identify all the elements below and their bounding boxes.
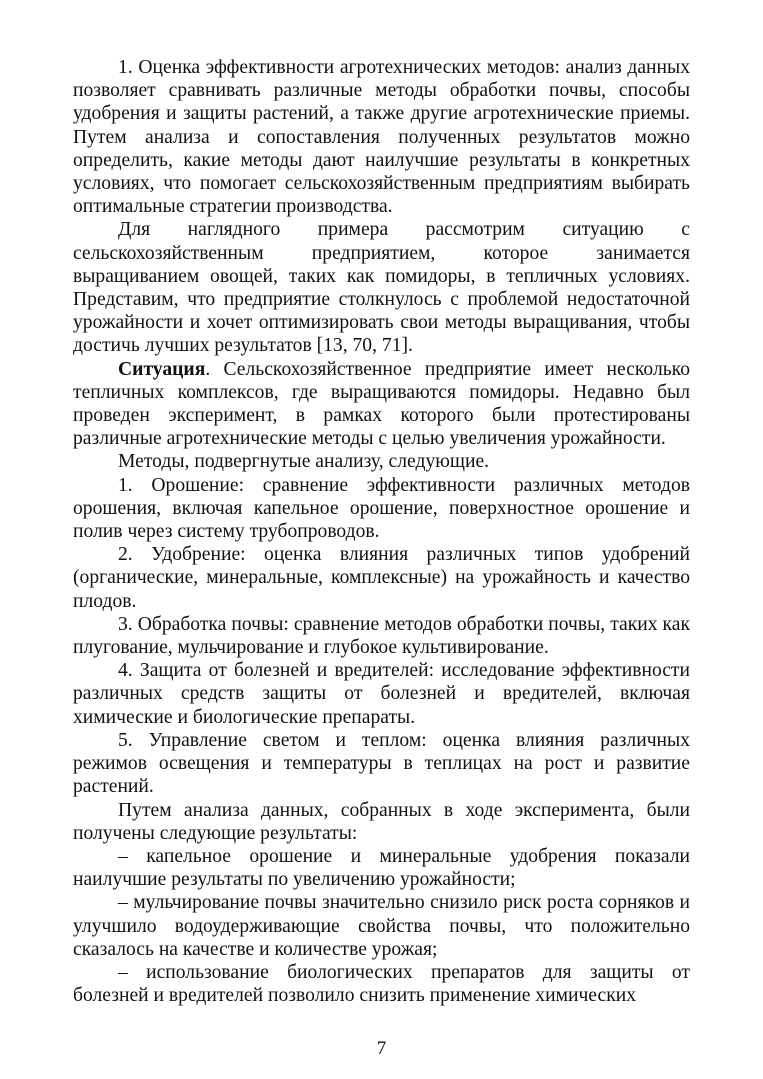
method-soil-treatment: 3. Обработка почвы: сравнение методов обработки почвы, таких как плугование, мульчирование и глубокое культивирование.: [73, 613, 690, 659]
results-intro: Путем анализа данных, собранных в ходе эксперимента, были получены следующие результаты:: [73, 799, 690, 844]
paragraph-example: Для наглядного примера рассмотрим ситуацию с сельскохозяйственным предприятием, которое занимается выращиванием овощей, таких как помидоры, в тепличных условиях. Представим, что предприятие столкнулось с проблемой недостаточной урожайности и хочет оптимизировать свои методы выращивания, чтобы достичь лучших результатов [13, 70, 71].: [73, 219, 690, 357]
result-item: – использование биологических препаратов для защиты от болезней и вредителей позволило снизить применение химических: [73, 961, 690, 1007]
situation-text: . Сельскохозяйственное предприятие имеет несколько тепличных комплексов, где выращиваются помидоры. Недавно был проведен эксперимент, в рамках которого были протестированы различные агротехнические методы с целью увеличения урожайности.: [73, 358, 690, 450]
result-item: – мульчирование почвы значительно снизило риск роста сорняков и улучшило водоудерживающие свойства почвы, что положительно сказалось на качестве и количестве урожая;: [73, 892, 690, 960]
page-number: 7: [376, 1038, 387, 1059]
paragraph-situation: [73, 358, 690, 451]
result-item: – капельное орошение и минеральные удобрения показали наилучшие результаты по увеличению урожайности;: [73, 845, 690, 891]
page-body: [73, 56, 690, 1007]
method-fertilizer: 2. Удобрение: оценка влияния различных типов удобрений (органические, минеральные, комплексные) на урожайность и качество плодов.: [73, 544, 690, 612]
paragraph-assessment: 1. Оценка эффективности агротехнических методов: анализ данных позволяет сравнивать различные методы обработки почвы, способы удобрения и защиты растений, а также другие агротехнические приемы. Путем анализа и сопоставления полученных результатов можно определить, какие методы дают наилучшие результаты в конкретных условиях, что помогает сельскохозяйственным предприятиям выбирать оптимальные стратегии производства.: [73, 57, 690, 218]
method-light-heat: 5. Управление светом и теплом: оценка влияния различных режимов освещения и температуры в теплицах на рост и развитие растений.: [73, 729, 690, 798]
method-pest-protection: 4. Защита от болезней и вредителей: исследование эффективности различных средств защиты от болезней и вредителей, включая химические и биологические препараты.: [73, 660, 690, 728]
method-irrigation: 1. Орошение: сравнение эффективности различных методов орошения, включая капельное орошение, поверхностное орошение и полив через систему трубопроводов.: [73, 474, 690, 543]
methods-intro: Методы, подвергнутые анализу, следующие.: [118, 451, 490, 473]
situation-label: Ситуация: [118, 358, 206, 380]
